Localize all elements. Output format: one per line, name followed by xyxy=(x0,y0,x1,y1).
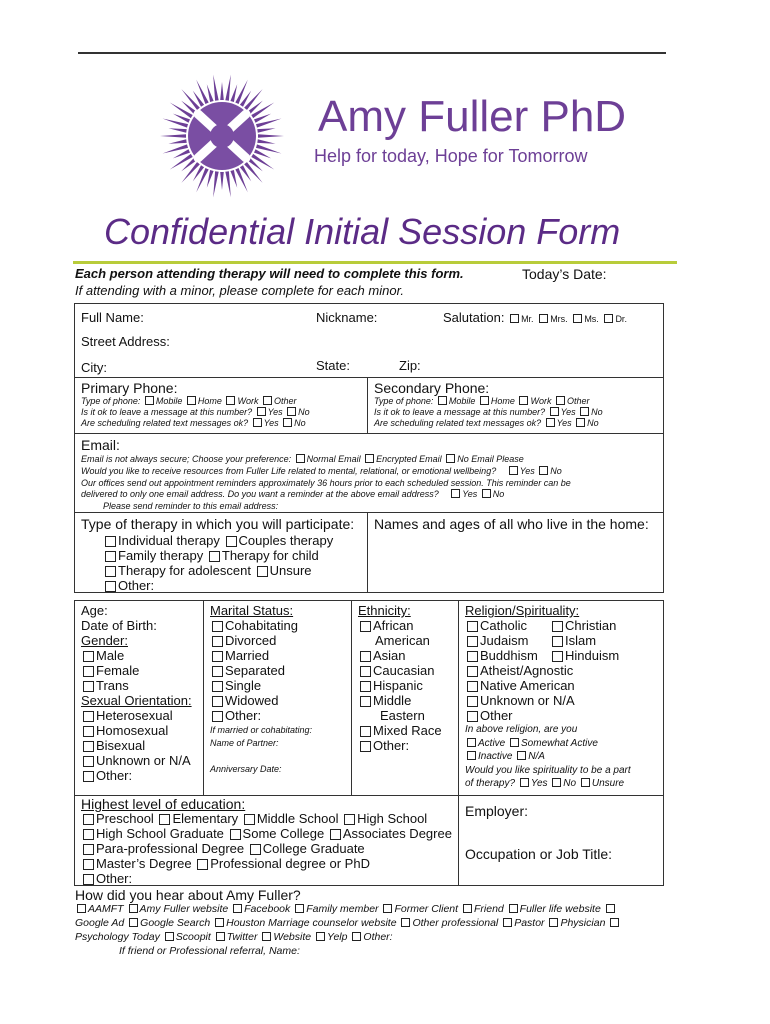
couples-therapy-checkbox[interactable] xyxy=(226,536,237,547)
marital-cohab-option: Cohabitating xyxy=(225,618,298,633)
phone-type-label: Type of phone: xyxy=(374,396,434,406)
rel-somewhat-option: Somewhat Active xyxy=(521,737,598,749)
email-pref-question: Email is not always secure; Choose your preference: xyxy=(81,454,292,464)
education-label: Highest level of education: xyxy=(81,796,246,812)
partner-name-label[interactable]: Name of Partner: xyxy=(210,738,279,748)
ref-otherprof-option: Other professional xyxy=(412,917,499,929)
primary-work-checkbox[interactable] xyxy=(226,396,235,405)
yes-option: Yes xyxy=(462,489,478,499)
education-options xyxy=(81,811,452,886)
spirit-no-option: No xyxy=(563,778,577,789)
therapy-type-label: Type of therapy in which you will participate: xyxy=(81,516,355,532)
resources-no-checkbox[interactable] xyxy=(539,466,548,475)
edu-middle-checkbox[interactable] xyxy=(244,814,255,825)
ref-website-option: Amy Fuller website xyxy=(139,903,229,915)
ref-other-checkbox[interactable] xyxy=(352,932,361,941)
ref-houston-option: Houston Marriage counselor website xyxy=(226,917,397,929)
spirit-unsure-option: Unsure xyxy=(591,778,625,789)
edu-somecollege-option: Some College xyxy=(242,826,325,841)
gender-male-option: Male xyxy=(96,648,125,663)
email-pref-row xyxy=(81,454,524,465)
edu-professional-option: Professional degree or PhD xyxy=(210,856,370,871)
no-option: No xyxy=(294,418,306,428)
city-label[interactable]: City: xyxy=(81,360,107,375)
rel-question-3: of therapy? xyxy=(465,778,516,789)
marital-single-option: Single xyxy=(225,678,262,693)
rel-na-option: N/A xyxy=(528,751,545,762)
edu-paraprof-checkbox[interactable] xyxy=(83,844,94,855)
intro-line-2: If attending with a minor, please complete for each minor. xyxy=(75,283,405,298)
todays-date-label: Today’s Date: xyxy=(522,266,607,282)
ref-former-checkbox[interactable] xyxy=(383,904,392,913)
edu-hsgrad-option: High School Graduate xyxy=(96,826,224,841)
title-underline xyxy=(73,261,677,264)
spirit-no-checkbox[interactable] xyxy=(552,778,561,787)
edu-somecollege-checkbox[interactable] xyxy=(230,829,241,840)
ref-web-option: Website xyxy=(273,931,312,943)
no-email-checkbox[interactable] xyxy=(446,454,455,463)
no-option: No xyxy=(591,407,603,417)
ref-scoopit-checkbox[interactable] xyxy=(165,932,174,941)
rel-native-option: Native American xyxy=(480,678,575,693)
divider-phone-split xyxy=(367,377,368,433)
no-option: No xyxy=(492,489,505,499)
eth-asian-option: Asian xyxy=(373,648,406,663)
orient-bi-checkbox[interactable] xyxy=(83,741,94,752)
partner-note-1: If married or cohabitating: xyxy=(210,725,313,735)
marital-widowed-checkbox[interactable] xyxy=(212,696,223,707)
child-therapy-option: Therapy for child xyxy=(221,548,319,563)
ref-fullerlife-checkbox[interactable] xyxy=(509,904,518,913)
rel-hinduism-checkbox[interactable] xyxy=(552,651,563,662)
gender-female-checkbox[interactable] xyxy=(83,666,94,677)
employer-label[interactable]: Employer: xyxy=(465,803,529,819)
unsure-therapy-option: Unsure xyxy=(269,563,312,578)
no-option: No xyxy=(298,407,310,417)
ethnicity-label: Ethnicity: xyxy=(358,603,411,618)
ref-facebook-option: Facebook xyxy=(244,903,291,915)
rel-inactive-option: Inactive xyxy=(478,751,513,762)
nickname-label[interactable]: Nickname: xyxy=(316,310,378,325)
ref-friend-option: Friend xyxy=(473,903,504,915)
rel-buddhism-checkbox[interactable] xyxy=(467,651,478,662)
yes-option: Yes xyxy=(556,418,572,428)
secondary-other-checkbox[interactable] xyxy=(556,396,565,405)
divider-phone-top xyxy=(74,377,664,378)
marital-widowed-option: Widowed xyxy=(225,693,279,708)
reminder-address-label[interactable]: Please send reminder to this email address: xyxy=(103,501,279,511)
rel-catholic-checkbox[interactable] xyxy=(467,621,478,632)
msg-question: Is it ok to leave a message at this number? xyxy=(81,407,253,417)
ref-family-option: Family member xyxy=(306,903,379,915)
sal-dr-checkbox[interactable] xyxy=(604,314,613,323)
orient-unknown-checkbox[interactable] xyxy=(83,756,94,767)
primary-mobile-checkbox[interactable] xyxy=(145,396,154,405)
street-address-label[interactable]: Street Address: xyxy=(81,334,170,349)
edu-high-checkbox[interactable] xyxy=(344,814,355,825)
secondary-msg-no-checkbox[interactable] xyxy=(580,407,589,416)
ref-friend-checkbox[interactable] xyxy=(463,904,472,913)
ref-twitter-checkbox[interactable] xyxy=(216,932,225,941)
starburst-logo-icon xyxy=(146,72,298,200)
reminder-row xyxy=(81,489,504,500)
ethnicity-column xyxy=(358,603,442,753)
edu-middle-option: Middle School xyxy=(256,811,339,826)
eth-middle-option: Middle xyxy=(373,693,412,708)
eth-african-option: African xyxy=(373,618,414,633)
orient-unknown-option: Unknown or N/A xyxy=(96,753,191,768)
spirit-unsure-checkbox[interactable] xyxy=(581,778,590,787)
orientation-label: Sexual Orientation: xyxy=(81,693,192,708)
eth-caucasian-checkbox[interactable] xyxy=(360,666,371,677)
rel-catholic-option: Catholic xyxy=(480,618,527,633)
family-therapy-option: Family therapy xyxy=(118,548,204,563)
yes-option: Yes xyxy=(263,418,279,428)
ref-aamft-option: AAMFT xyxy=(88,903,124,915)
zip-label[interactable]: Zip: xyxy=(399,358,421,373)
secondary-sched-yes-checkbox[interactable] xyxy=(546,418,555,427)
sched-question: Are scheduling related text messages ok? xyxy=(81,418,249,428)
family-therapy-checkbox[interactable] xyxy=(105,551,116,562)
gender-label: Gender: xyxy=(81,633,128,648)
ref-yelp-option: Yelp xyxy=(327,931,348,943)
rel-unknown-option: Unknown or N/A xyxy=(480,693,575,708)
reminder-yes-checkbox[interactable] xyxy=(451,489,460,498)
rel-judaism-option: Judaism xyxy=(480,633,529,648)
rel-christian-checkbox[interactable] xyxy=(552,621,563,632)
referral-label: How did you hear about Amy Fuller? xyxy=(75,887,301,903)
marital-other-option: Other: xyxy=(225,708,262,723)
referral-row-1 xyxy=(75,903,617,916)
marital-single-checkbox[interactable] xyxy=(212,681,223,692)
edu-associates-checkbox[interactable] xyxy=(330,829,341,840)
edu-preschool-checkbox[interactable] xyxy=(83,814,94,825)
mobile-option: Mobile xyxy=(448,396,476,406)
edu-paraprof-option: Para-professional Degree xyxy=(96,841,245,856)
primary-phone-type-row xyxy=(81,396,296,407)
secondary-work-checkbox[interactable] xyxy=(519,396,528,405)
ref-former-option: Former Client xyxy=(394,903,459,915)
gender-male-checkbox[interactable] xyxy=(83,651,94,662)
other-option: Other xyxy=(273,396,297,406)
orient-hetero-checkbox[interactable] xyxy=(83,711,94,722)
ref-physician-checkbox[interactable] xyxy=(549,918,558,927)
ref-yelp-checkbox[interactable] xyxy=(316,932,325,941)
ref-pastor-checkbox[interactable] xyxy=(503,918,512,927)
rel-native-checkbox[interactable] xyxy=(467,681,478,692)
edu-other-checkbox[interactable] xyxy=(83,874,94,885)
other-therapy-option: Other: xyxy=(118,578,155,593)
eth-caucasian-option: Caucasian xyxy=(373,663,435,678)
edu-professional-checkbox[interactable] xyxy=(197,859,208,870)
edu-masters-option: Master’s Degree xyxy=(96,856,192,871)
religion-column xyxy=(465,603,619,723)
ref-psych-checkbox[interactable] xyxy=(610,918,619,927)
encrypted-email-checkbox[interactable] xyxy=(365,454,374,463)
resources-row xyxy=(81,466,562,477)
orient-homo-checkbox[interactable] xyxy=(83,726,94,737)
ref-googlesearch-checkbox[interactable] xyxy=(129,918,138,927)
other-therapy-checkbox[interactable] xyxy=(105,581,116,592)
eth-asian-checkbox[interactable] xyxy=(360,651,371,662)
orient-hetero-option: Heterosexual xyxy=(96,708,173,723)
header-top-rule xyxy=(78,52,666,54)
form-title: Confidential Initial Session Form xyxy=(104,211,621,252)
ref-web-checkbox[interactable] xyxy=(262,932,271,941)
ref-facebook-checkbox[interactable] xyxy=(233,904,242,913)
ref-googlead-option: Google Ad xyxy=(75,917,125,929)
edu-elementary-checkbox[interactable] xyxy=(159,814,170,825)
therapy-row-4 xyxy=(103,578,154,593)
secondary-mobile-checkbox[interactable] xyxy=(438,396,447,405)
eth-mixed-checkbox[interactable] xyxy=(360,726,371,737)
therapy-split xyxy=(367,513,368,593)
marital-other-checkbox[interactable] xyxy=(212,711,223,722)
child-therapy-checkbox[interactable] xyxy=(209,551,220,562)
sal-mr-checkbox[interactable] xyxy=(510,314,519,323)
marital-divorced-option: Divorced xyxy=(225,633,277,648)
primary-other-checkbox[interactable] xyxy=(263,396,272,405)
eth-other-checkbox[interactable] xyxy=(360,741,371,752)
eth-african-checkbox[interactable] xyxy=(360,621,371,632)
full-name-label[interactable]: Full Name: xyxy=(81,310,144,325)
brand-tagline: Help for today, Hope for Tomorrow xyxy=(314,146,588,166)
secondary-sched-no-checkbox[interactable] xyxy=(576,418,585,427)
eth-hispanic-checkbox[interactable] xyxy=(360,681,371,692)
ref-fullerlife-option: Fuller life website xyxy=(519,903,601,915)
home-option: Home xyxy=(490,396,515,406)
primary-sched-row xyxy=(81,418,306,429)
education-split xyxy=(458,796,459,886)
rel-islam-checkbox[interactable] xyxy=(552,636,563,647)
orient-homo-option: Homosexual xyxy=(96,723,169,738)
secondary-msg-row xyxy=(374,407,603,418)
mobile-option: Mobile xyxy=(155,396,183,406)
rel-judaism-checkbox[interactable] xyxy=(467,636,478,647)
individual-therapy-option: Individual therapy xyxy=(118,533,220,548)
orient-bi-option: Bisexual xyxy=(96,738,146,753)
other-option: Other xyxy=(566,396,590,406)
resources-yes-checkbox[interactable] xyxy=(509,466,518,475)
marital-column xyxy=(210,603,298,723)
age-label[interactable]: Age: xyxy=(81,603,108,618)
rel-active-checkbox[interactable] xyxy=(467,738,476,747)
secondary-home-checkbox[interactable] xyxy=(480,396,489,405)
intro-line-1: Each person attending therapy will need to complete this form. xyxy=(75,266,464,281)
reminder-no-checkbox[interactable] xyxy=(482,489,491,498)
rel-christian-option: Christian xyxy=(565,618,617,633)
edu-preschool-option: Preschool xyxy=(96,811,154,826)
eth-mixed-option: Mixed Race xyxy=(373,723,442,738)
reminder-text-1: Our offices send out appointment reminders approximately 36 hours prior to each scheduled session. This reminder can be xyxy=(81,478,571,488)
sched-question: Are scheduling related text messages ok? xyxy=(374,418,542,428)
normal-email-option: Normal Email xyxy=(306,454,361,464)
primary-sched-no-checkbox[interactable] xyxy=(283,418,292,427)
religion-activity xyxy=(465,723,631,791)
rel-unknown-checkbox[interactable] xyxy=(467,696,478,707)
sal-mrs: Mrs. xyxy=(550,314,568,324)
edu-collegegrad-checkbox[interactable] xyxy=(250,844,261,855)
therapy-row-1 xyxy=(103,533,333,548)
no-option: No xyxy=(550,466,562,476)
msg-question: Is it ok to leave a message at this number? xyxy=(374,407,546,417)
gender-trans-checkbox[interactable] xyxy=(83,681,94,692)
ref-website-checkbox[interactable] xyxy=(129,904,138,913)
sal-ms: Ms. xyxy=(584,314,599,324)
secondary-msg-yes-checkbox[interactable] xyxy=(550,407,559,416)
work-option: Work xyxy=(530,396,552,406)
marital-separated-checkbox[interactable] xyxy=(212,666,223,677)
marital-label: Marital Status: xyxy=(210,603,294,618)
ref-scoopit-option: Scoopit xyxy=(175,931,211,943)
adolescent-therapy-option: Therapy for adolescent xyxy=(118,563,251,578)
gender-trans-option: Trans xyxy=(96,678,129,693)
spirit-yes-option: Yes xyxy=(530,778,548,789)
sal-mrs-checkbox[interactable] xyxy=(539,314,548,323)
primary-home-checkbox[interactable] xyxy=(187,396,196,405)
salutation-row xyxy=(443,310,627,325)
edu-collegegrad-option: College Graduate xyxy=(262,841,365,856)
edu-associates-option: Associates Degree xyxy=(342,826,452,841)
divider-email-top xyxy=(74,433,664,434)
no-option: No xyxy=(587,418,599,428)
therapy-row-2 xyxy=(103,548,319,563)
rel-question-2: Would you like spirituality to be a part xyxy=(465,764,631,776)
anniversary-label[interactable]: Anniversary Date: xyxy=(210,764,282,774)
ref-houston-checkbox[interactable] xyxy=(215,918,224,927)
demo-split-1 xyxy=(203,600,204,796)
edu-elementary-option: Elementary xyxy=(172,811,239,826)
secondary-phone-label[interactable]: Secondary Phone: xyxy=(374,380,490,396)
ref-physician-option: Physician xyxy=(560,917,606,929)
primary-msg-no-checkbox[interactable] xyxy=(287,407,296,416)
ref-other-option: Other: xyxy=(363,931,393,943)
edu-hsgrad-checkbox[interactable] xyxy=(83,829,94,840)
referral-row-3 xyxy=(75,931,393,944)
primary-msg-yes-checkbox[interactable] xyxy=(257,407,266,416)
edu-masters-checkbox[interactable] xyxy=(83,859,94,870)
rel-other-checkbox[interactable] xyxy=(467,711,478,722)
rel-buddhism-option: Buddhism xyxy=(480,648,538,663)
rel-somewhat-checkbox[interactable] xyxy=(510,738,519,747)
marital-cohab-checkbox[interactable] xyxy=(212,621,223,632)
edu-other-option: Other: xyxy=(96,871,133,886)
marital-married-option: Married xyxy=(225,648,270,663)
age-gender-column xyxy=(81,603,192,783)
marital-married-checkbox[interactable] xyxy=(212,651,223,662)
sal-dr: Dr. xyxy=(615,314,627,324)
marital-separated-option: Separated xyxy=(225,663,285,678)
rel-atheist-checkbox[interactable] xyxy=(467,666,478,677)
ref-aamft-checkbox[interactable] xyxy=(77,904,86,913)
unsure-therapy-checkbox[interactable] xyxy=(257,566,268,577)
referral-row-2 xyxy=(75,917,621,930)
email-label[interactable]: Email: xyxy=(81,437,120,453)
ref-pastor-option: Pastor xyxy=(514,917,545,929)
rel-question-1: In above religion, are you xyxy=(465,724,578,735)
yes-option: Yes xyxy=(267,407,283,417)
reminder-question: delivered to only one email address. Do you want a reminder at the above email address? xyxy=(81,489,439,499)
ref-googlead-checkbox[interactable] xyxy=(606,904,615,913)
resources-question: Would you like to receive resources from Fuller Life related to mental, relational, or emotional wellbeing? xyxy=(81,466,497,476)
rel-islam-option: Islam xyxy=(565,633,597,648)
ref-googlesearch-option: Google Search xyxy=(140,917,211,929)
demo-split-3 xyxy=(458,600,459,796)
work-option: Work xyxy=(237,396,259,406)
primary-msg-row xyxy=(81,407,310,418)
gender-female-option: Female xyxy=(96,663,140,678)
yes-option: Yes xyxy=(519,466,535,476)
eth-american-option: American xyxy=(375,633,430,648)
brand-name: Amy Fuller PhD xyxy=(318,92,627,141)
edu-high-option: High School xyxy=(357,811,428,826)
yes-option: Yes xyxy=(560,407,576,417)
encrypted-email-option: Encrypted Email xyxy=(376,454,442,464)
rel-other-option: Other xyxy=(480,708,513,723)
normal-email-checkbox[interactable] xyxy=(296,454,305,463)
spirit-yes-checkbox[interactable] xyxy=(520,778,529,787)
orient-other-option: Other: xyxy=(96,768,133,783)
sal-mr: Mr. xyxy=(521,314,534,324)
rel-active-option: Active xyxy=(478,737,506,749)
household-label[interactable]: Names and ages of all who live in the home: xyxy=(374,516,649,532)
rel-atheist-option: Atheist/Agnostic xyxy=(480,663,574,678)
no-email-option: No Email Please xyxy=(457,454,524,464)
primary-sched-yes-checkbox[interactable] xyxy=(253,418,262,427)
rel-inactive-checkbox[interactable] xyxy=(467,751,476,760)
sal-ms-checkbox[interactable] xyxy=(573,314,582,323)
eth-other-option: Other: xyxy=(373,738,410,753)
referral-name-label[interactable]: If friend or Professional referral, Name: xyxy=(119,945,300,957)
ref-otherprof-checkbox[interactable] xyxy=(401,918,410,927)
dob-label[interactable]: Date of Birth: xyxy=(81,618,157,633)
individual-therapy-checkbox[interactable] xyxy=(105,536,116,547)
home-option: Home xyxy=(197,396,222,406)
eth-eastern-option: Eastern xyxy=(380,708,425,723)
rel-hinduism-option: Hinduism xyxy=(565,648,620,663)
eth-hispanic-option: Hispanic xyxy=(373,678,423,693)
orient-other-checkbox[interactable] xyxy=(83,771,94,782)
state-label[interactable]: State: xyxy=(316,358,350,373)
secondary-sched-row xyxy=(374,418,599,429)
marital-divorced-checkbox[interactable] xyxy=(212,636,223,647)
demo-split-2 xyxy=(351,600,352,796)
ref-psych-option: Psychology Today xyxy=(75,931,160,943)
adolescent-therapy-checkbox[interactable] xyxy=(105,566,116,577)
ref-twitter-option: Twitter xyxy=(226,931,258,943)
secondary-phone-type-row xyxy=(374,396,589,407)
couples-therapy-option: Couples therapy xyxy=(238,533,334,548)
primary-phone-label[interactable]: Primary Phone: xyxy=(81,380,178,396)
therapy-row-3 xyxy=(103,563,312,578)
ref-family-checkbox[interactable] xyxy=(295,904,304,913)
salutation-label: Salutation: xyxy=(443,310,505,325)
phone-type-label: Type of phone: xyxy=(81,396,141,406)
religion-label: Religion/Spirituality: xyxy=(465,603,580,618)
rel-na-checkbox[interactable] xyxy=(517,751,526,760)
occupation-label[interactable]: Occupation or Job Title: xyxy=(465,846,613,862)
eth-middle-checkbox[interactable] xyxy=(360,696,371,707)
